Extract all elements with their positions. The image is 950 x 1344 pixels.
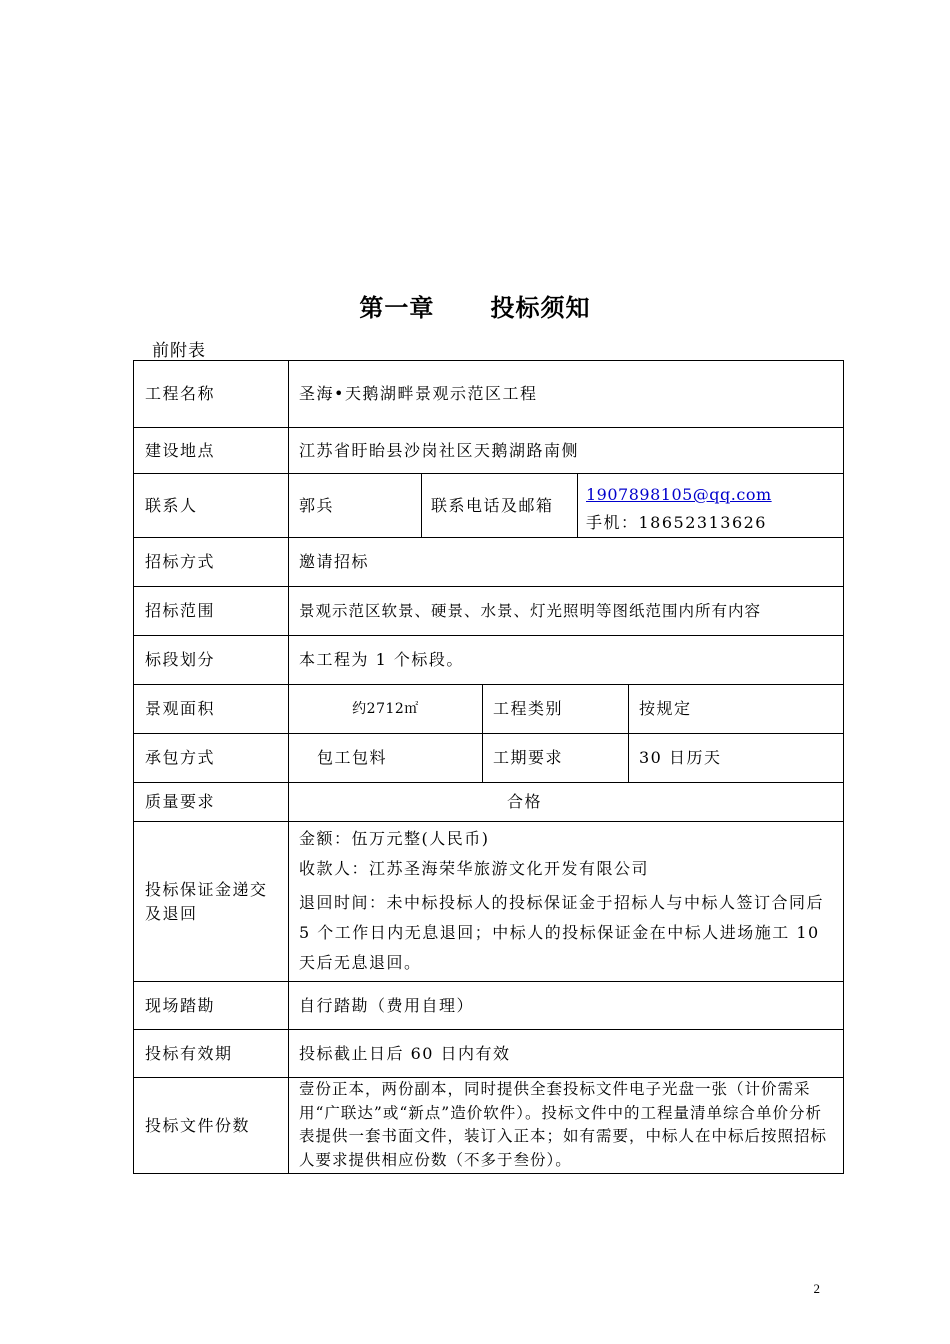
label-sections: 标段划分	[134, 636, 289, 685]
value-method: 邀请招标	[289, 538, 844, 587]
value-scope: 景观示范区软景、硬景、水景、灯光照明等图纸范围内所有内容	[289, 587, 844, 636]
label-period: 工期要求	[483, 734, 629, 783]
contact-details	[578, 474, 844, 538]
label-site-visit: 现场踏勘	[134, 982, 289, 1030]
value-contact: 郭兵	[289, 474, 422, 538]
label-quality: 质量要求	[134, 783, 289, 822]
chapter-title: 第一章 投标须知	[359, 294, 591, 322]
value-deposit	[289, 822, 844, 982]
value-copies: 壹份正本，两份副本，同时提供全套投标文件电子光盘一张（计价需采用“广联达”或“新点”造价软件）。投标文件中的工程量清单综合单价分析表提供一套书面文件，装订入正本；如有需要，中标人在中标后按照招标人要求提供相应份数（不多于叁份）。	[289, 1078, 844, 1174]
email-link[interactable]: 1907898105@qq.com	[586, 485, 772, 504]
value-area: 约2712㎡	[289, 685, 483, 734]
label-method: 招标方式	[134, 538, 289, 587]
mobile-number: 手机：18652313626	[586, 513, 767, 532]
deposit-amount: 金额：伍万元整(人民币)	[299, 829, 490, 848]
label-deposit: 投标保证金递交及退回	[134, 822, 289, 982]
tender-info-table	[133, 360, 844, 1174]
value-contract: 包工包料	[289, 734, 483, 783]
value-location: 江苏省盱眙县沙岗社区天鹅湖路南侧	[289, 428, 844, 474]
value-project-name: 圣海•天鹅湖畔景观示范区工程	[289, 361, 844, 428]
label-area: 景观面积	[134, 685, 289, 734]
table-caption: 前附表	[152, 341, 206, 361]
label-project-name: 工程名称	[134, 361, 289, 428]
label-validity: 投标有效期	[134, 1030, 289, 1078]
label-project-type: 工程类别	[483, 685, 629, 734]
label-contact: 联系人	[134, 474, 289, 538]
value-validity: 投标截止日后 60 日内有效	[289, 1030, 844, 1078]
value-project-type: 按规定	[629, 685, 844, 734]
label-location: 建设地点	[134, 428, 289, 474]
label-scope: 招标范围	[134, 587, 289, 636]
deposit-payee: 收款人：江苏圣海荣华旅游文化开发有限公司	[299, 859, 650, 878]
deposit-refund: 退回时间：未中标投标人的投标保证金于招标人与中标人签订合同后 5 个工作日内无息退回；中标人的投标保证金在中标人进场施工 10 天后无息退回。	[299, 893, 825, 972]
value-quality: 合格	[289, 783, 844, 822]
label-copies: 投标文件份数	[134, 1078, 289, 1174]
page-number: 2	[813, 1281, 820, 1296]
value-sections: 本工程为 1 个标段。	[289, 636, 844, 685]
value-period: 30 日历天	[629, 734, 844, 783]
label-contract: 承包方式	[134, 734, 289, 783]
value-site-visit: 自行踏勘（费用自理）	[289, 982, 844, 1030]
label-phone-email: 联系电话及邮箱	[422, 474, 578, 538]
